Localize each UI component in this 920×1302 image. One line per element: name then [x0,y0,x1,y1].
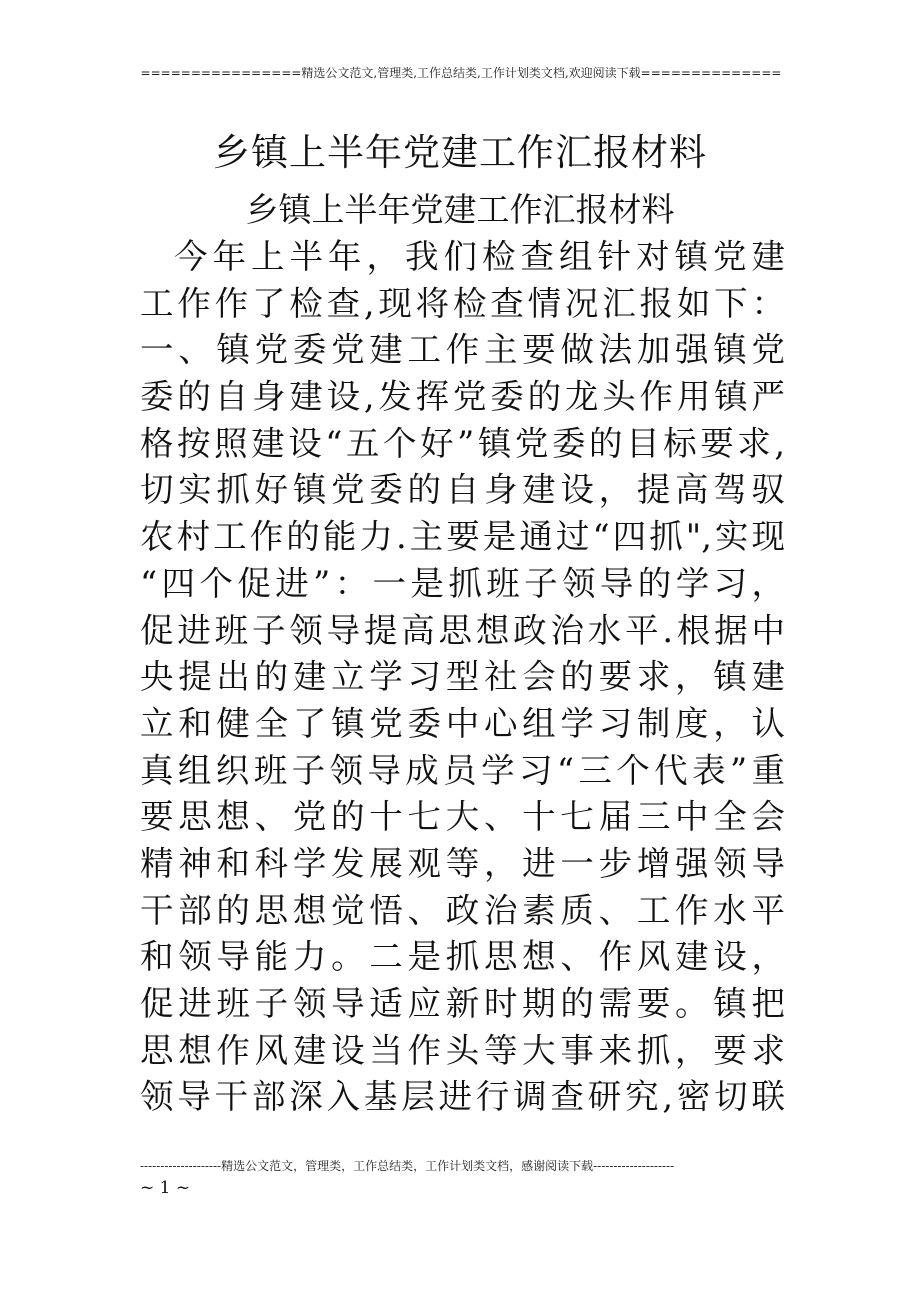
body-line: 委的自身建设,发挥党委的龙头作用镇严 [140,377,785,417]
body-line: 精神和科学发展观等，进一步增强领导 [140,843,785,883]
page-header: ================精选公文范文,管理类,工作总结类,工作计划类文档,欢迎阅读下载============== [140,66,782,80]
body-line: 干部的思想觉悟、政治素质、工作水平 [140,890,785,930]
page-footer: --------------------精选公文范文，管理类，工作总结类，工作计划类文档，感谢阅读下载-------------------- [140,1159,675,1173]
body-line: 促进班子领导适应新时期的需要。镇把 [140,984,785,1023]
body-line: 切实抓好镇党委的自身建设，提高驾驭 [140,470,785,510]
body-line: 一、镇党委党建工作主要做法加强镇党 [140,330,785,370]
body-line: “四个促进”：一是抓班子领导的学习， [140,563,785,603]
body-line: 真组织班子领导成员学习“三个代表”重 [140,750,785,790]
document-title: 乡镇上半年党建工作汇报材料 [213,131,707,174]
body-line: 促进班子领导提高思想政治水平.根据中 [140,610,785,650]
page-number: ~ 1 ~ [140,1178,191,1198]
body-line: 和领导能力。二是抓思想、作风建设， [140,937,785,977]
body-line: 思想作风建设当作头等大事来抓，要求 [140,1030,785,1070]
body-line: 工作作了检查,现将检查情况汇报如下： [140,283,785,323]
body-line: 央提出的建立学习型社会的要求，镇建 [140,657,785,697]
body-line: 立和健全了镇党委中心组学习制度，认 [140,703,785,743]
body-line: 领导干部深入基层进行调查研究,密切联 [140,1077,785,1117]
body-line: 格按照建设“五个好”镇党委的目标要求, [140,423,785,463]
document-subtitle: 乡镇上半年党建工作汇报材料 [245,190,675,229]
document-body [140,234,785,1121]
body-line: 今年上半年，我们检查组针对镇党建 [174,237,785,276]
body-line: 要思想、党的十七大、十七届三中全会 [140,797,785,837]
body-line: 农村工作的能力.主要是通过“四抓",实现 [140,517,785,557]
